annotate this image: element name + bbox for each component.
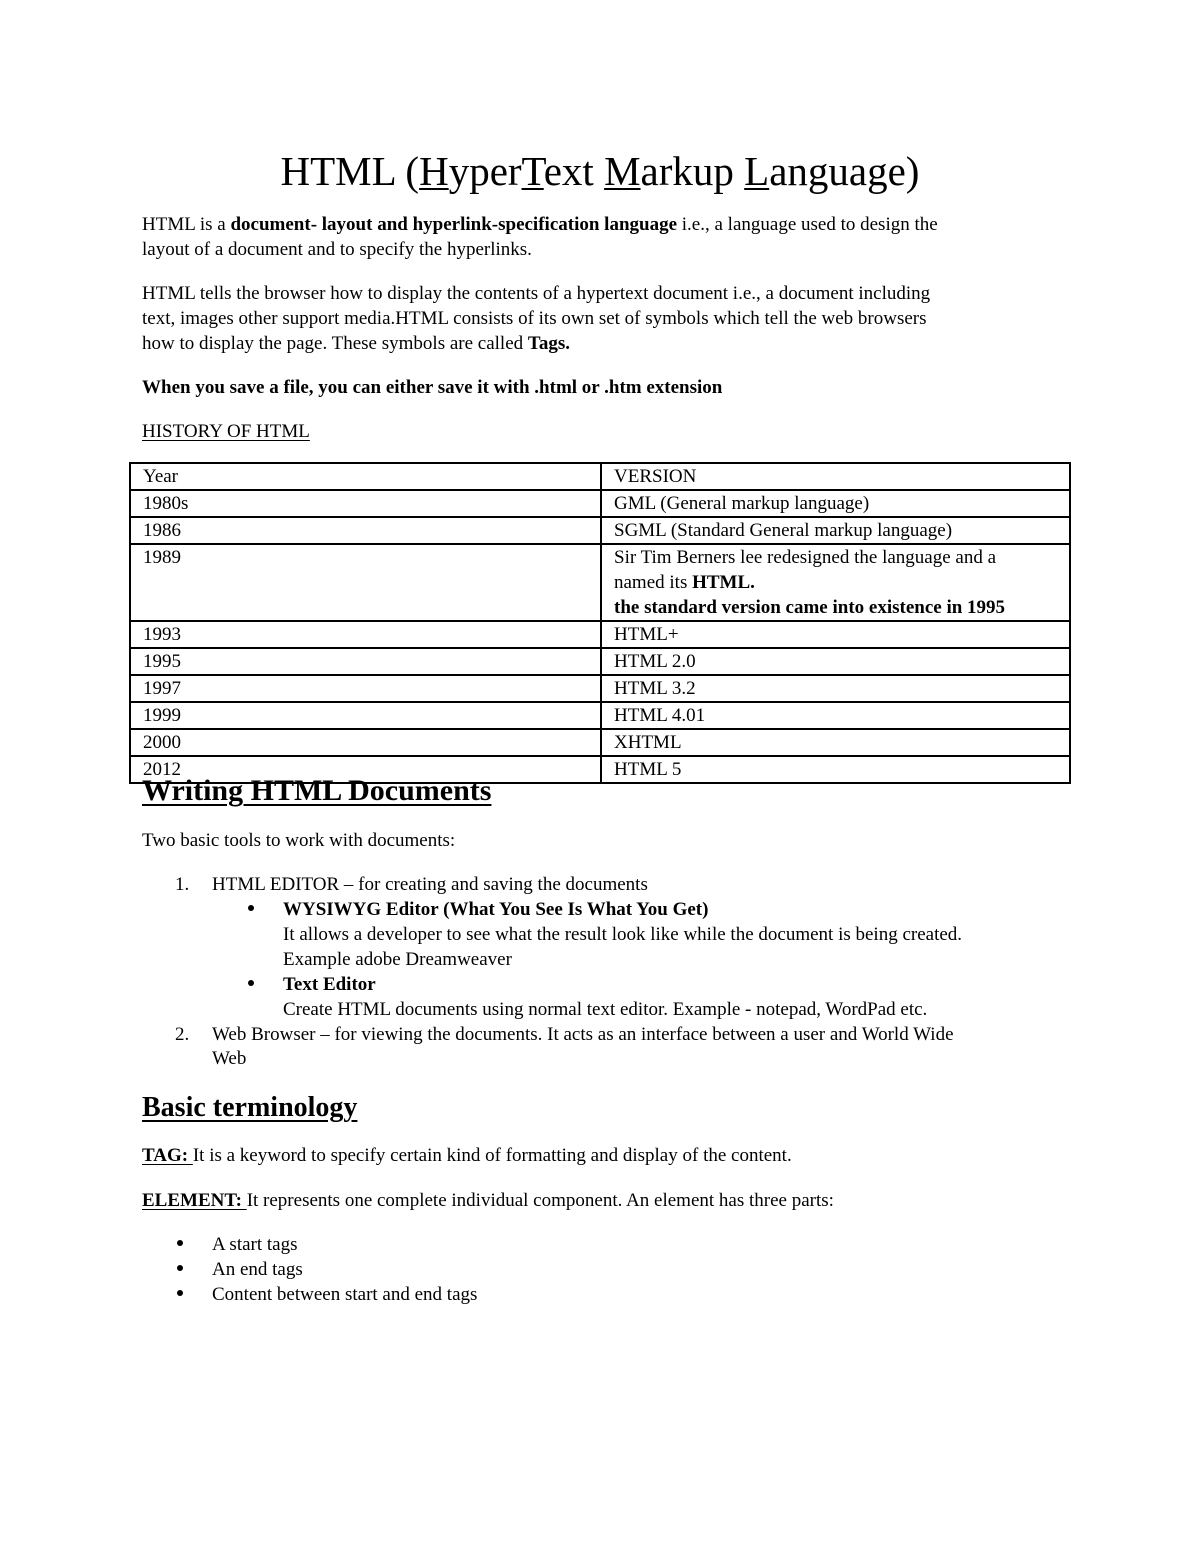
wysiwyg-title: WYSIWYG Editor (What You See Is What You Get) [283,899,709,920]
intro-paragraph-2-line-2: text, images other support media.HTML consists of its own set of symbols which tell the web browsers [142,308,927,329]
table-cell-version: HTML 3.2 [601,675,1070,702]
list-item-html-editor: HTML EDITOR – for creating and saving the documents [212,874,648,895]
intro-paragraph-1-line-2: layout of a document and to specify the hyperlinks. [142,239,532,260]
table-cell-year: 1989 [130,544,601,621]
table-row [130,675,1070,702]
save-extension-note: When you save a file, you can either save it with .html or .htm extension [142,377,723,398]
bullet-icon [177,1290,183,1296]
table-cell-year: 2000 [130,729,601,756]
list-item-number: 2. [175,1024,190,1045]
list-item-number: 1. [175,874,190,895]
wysiwyg-desc-line-2: Example adobe Dreamweaver [283,949,512,970]
table-cell-version: SGML (Standard General markup language) [601,517,1070,544]
table-row [130,621,1070,648]
history-table [129,462,1071,784]
table-row [130,517,1070,544]
table-cell-year: 1997 [130,675,601,702]
writing-intro: Two basic tools to work with documents: [142,830,456,851]
writing-heading: Writing HTML Documents [142,774,492,807]
text-editor-desc: Create HTML documents using normal text editor. Example - notepad, WordPad etc. [283,999,928,1020]
table-header-version: VERSION [601,463,1070,490]
table-cell-year: 1986 [130,517,601,544]
tag-definition: TAG: It is a keyword to specify certain kind of formatting and display of the content. [142,1145,792,1166]
table-header-row [130,463,1070,490]
bullet-icon [177,1240,183,1246]
table-cell-year: 1980s [130,490,601,517]
table-cell-year: 1995 [130,648,601,675]
table-cell-version: HTML 4.01 [601,702,1070,729]
wysiwyg-desc-line-1: It allows a developer to see what the result look like while the document is being created. [283,924,963,945]
element-part-item: An end tags [212,1259,303,1280]
table-row [130,490,1070,517]
table-cell-year: 2012 [130,756,601,783]
table-header-year: Year [130,463,601,490]
table-row [130,544,1070,621]
table-cell-version: HTML 2.0 [601,648,1070,675]
bullet-icon [248,905,254,911]
list-item-web-browser-line-1: Web Browser – for viewing the documents. It acts as an interface between a user and World Wide [212,1024,954,1045]
table-cell-year: 1993 [130,621,601,648]
text-editor-title: Text Editor [283,974,376,995]
table-row [130,729,1070,756]
intro-paragraph-2-line-3: how to display the page. These symbols are called Tags. [142,333,570,354]
bullet-icon [248,980,254,986]
table-row [130,702,1070,729]
history-heading: HISTORY OF HTML [142,421,310,442]
element-part-item: A start tags [212,1234,298,1255]
table-cell-version: HTML 5 [601,756,1070,783]
intro-paragraph-1-line-1: HTML is a document- layout and hyperlink-specification language i.e., a language used to design the [142,214,938,235]
table-cell-version: GML (General markup language) [601,490,1070,517]
element-part-item: Content between start and end tags [212,1284,478,1305]
intro-paragraph-2-line-1: HTML tells the browser how to display the contents of a hypertext document i.e., a document including [142,283,931,304]
table-cell-version: Sir Tim Berners lee redesigned the language and a named its HTML. the standard version came into existence in 1995 [601,544,1070,621]
list-item-web-browser-line-2: Web [212,1048,247,1069]
table-cell-version: HTML+ [601,621,1070,648]
table-cell-version: XHTML [601,729,1070,756]
page-title: HTML (HyperText Markup Language) [280,148,920,194]
table-cell-year: 1999 [130,702,601,729]
bullet-icon [177,1265,183,1271]
table-row [130,648,1070,675]
element-definition: ELEMENT: It represents one complete individual component. An element has three parts: [142,1190,834,1211]
terminology-heading: Basic terminology [142,1092,358,1123]
